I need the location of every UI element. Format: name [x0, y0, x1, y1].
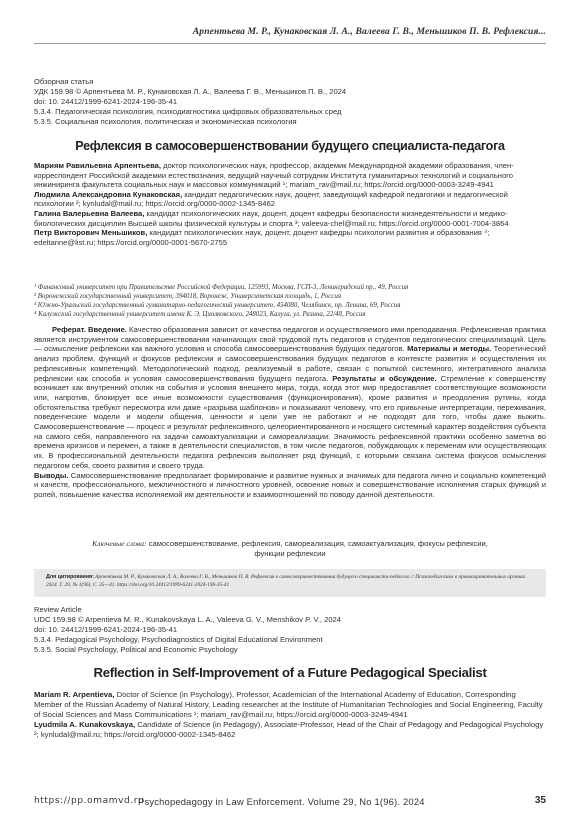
udc-line: УДК 159.98 © Арпентьева М. Р., Кунаковская Л. А., Валеева Г. В., Меньшиков П. В., 2024 — [34, 87, 347, 96]
author-name: Петр Викторович Меньшиков, — [34, 228, 148, 238]
affiliation: ¹ Финансовый университет при Правительстве Российской Федерации, 125993, Москва, ГСП-3, Ленинградский пр., 49, Россия — [34, 284, 409, 291]
author-details: кандидат психологических наук, доцент, доцент кафедры безопасности жизнедеятельности и медико-биологических дисциплин Высшей школы физической культуры и спорта ³; valeeva-chel@mail.ru; https://orcid.org/0000-0001-7004-3864 — [34, 208, 509, 228]
author-name: Lyudmila A. Kunakovskaya, — [34, 719, 136, 729]
affiliation: ² Воронежский государственный университет, 394018, Воронеж, Университетская площадь, 1, Россия — [34, 293, 342, 300]
doi-line: doi: 10. 24412/1999-6241-2024-196-35-41 — [34, 625, 178, 634]
abstract-label: Реферат. Введение. — [52, 325, 127, 334]
keywords — [80, 539, 500, 559]
author-details: кандидат психологических наук, доцент, доцент кафедры психологии развития и образования ⁴; edeltanne@list.ru; https://orcid.org/0000-0001-5670-2755 — [34, 228, 490, 247]
author-name: Мариям Равильевна Арпентьева, — [34, 161, 161, 170]
ru-abstract — [34, 325, 546, 500]
author-entry — [34, 161, 546, 190]
author-entry — [34, 720, 546, 740]
abstract-text: Стремление к совершенству возникает как внутренний отклик на события и условия внешнего мира, тогда, когда этот мир предоставляет соответствующие возможности или, напротив, блокирует все иные возможности существования (функционирования), кроме развития и преодоления рутины, когда обстоятельства требуют пересмотра или даже «разрыва шаблонов» и показывают человеку, что его привычные интерпретации, переживания, поведенческие модели и модели общения, ценности и цели уже не работают и не подходят для того, чтобы даже выжить. Самосовершенствование — процесс и результат рефлексивного, целеориентированного и носящего системный характер воздействия субъекта на самого себя, направленного на задачи самоактуализации и самореализации. Значимость рефлексивной практики особенно заметна во времена кризисов и перемен, а также в деятельности специалистов, в том числе педагогов, побуждающих к переменам или осуществляющих их. В профессиональной деятельности педагога рефлексия выполняет ряд функций, с которыми связана система фокусов осмысления педагогом себя, своего развития и своего труда. — [34, 373, 546, 470]
citation — [46, 574, 536, 589]
citation-label: Для цитирования: — [46, 574, 94, 580]
keywords-label: Ключевые слова: — [92, 539, 147, 548]
specialty-line: 5.3.4. Pedagogical Psychology, Psychodiagnostics of Digital Educational Environment — [34, 635, 323, 644]
article-type: Обзорная статья — [34, 77, 94, 86]
specialty-line: 5.3.5. Социальная психология, политическая и экономическая психология — [34, 117, 297, 126]
abstract-paragraph — [34, 325, 546, 471]
author-details: доктор психологических наук, профессор, академик Международной академии образования, член-корреспондент Российской академии естествознания, ведущий научный сотрудник Института гуманитарных технологий и социального инжиниринга факультета социальных наук и массовых коммуникаций ¹; mariam_rav@mail.ru; https://orcid.org/0000-0003-3249-4941 — [34, 161, 514, 190]
en-article-title: Reflection in Self-Improvement of a Future Pedagogical Specialist — [93, 665, 487, 680]
author-details: кандидат педагогических наук, доцент, заведующий кафедрой педагогики и педагогической психологии ²; kynludal@mail.ru; https://orcid.org/0000-0002-1345-8462 — [34, 189, 508, 209]
author-entry — [34, 209, 546, 228]
running-head: Арпентьева М. Р., Кунаковская Л. А., Валеева Г. В., Меньшиков П. В. Рефлексия... — [192, 26, 546, 37]
udc-line: UDC 159.98 © Arpentieva M. R., Kunakovskaya L. A., Valeeva G. V., Menshikov P. V., 2024 — [34, 615, 341, 624]
author-details: Candidate of Science (in Pedagogy), Associate-Professor, Head of the Chair of Pedagogy and Pedagogical Psychology ²; kynludal@mail.ru; https://orcid.org/0000-0002-1345-8462 — [34, 719, 544, 739]
affiliation: ³ Южно-Уральский государственный гуманитарно-педагогический университет, 454080, Челябинск, пр. Ленина, 69, Россия — [34, 302, 401, 309]
ru-article-title: Рефлексия в самосовершенствовании будущего специалиста-педагога — [75, 139, 505, 153]
methods-label: Материалы и методы. — [407, 344, 492, 354]
author-entry — [34, 190, 546, 209]
doi-line: doi: 10. 24412/1999-6241-2024-196-35-41 — [34, 97, 178, 106]
author-name: Галина Валерьевна Валеева, — [34, 208, 145, 218]
author-details: Doctor of Science (in Psychology), Professor, Academician of the International Academy of Education, Corresponding Member of the Russian Academy of Natural History, Leading researcher at the Institute of Humanitarian Technologies and Social Engineering, Faculty of Social Sciences and Mass Communications ¹; mariam_rav@mail.ru; https://orcid.org/0000-0003-3249-4941 — [34, 690, 543, 719]
author-entry — [34, 228, 546, 247]
author-name: Людмила Александровна Кунаковская, — [34, 189, 183, 199]
abstract-text: Качество образования зависит от качества педагогов и осуществляемого ими преподавания. Рефлексивная практика является инструментом самосовершенствования начинающих свой трудовой путь педагогов и студентов педагогических специализаций. Цель — осмысление рефлексии как важного условия и способа самосовершенствования будущих педагогов. — [34, 325, 547, 354]
affiliation: ⁴ Калужский государственный университет имени К. Э. Циолковского, 248023, Калуга, ул. Разина, 22/48, Россия — [34, 311, 366, 318]
header-rule — [34, 43, 546, 44]
ru-article-meta — [34, 77, 546, 127]
en-author-list — [34, 690, 546, 740]
author-entry — [34, 690, 546, 720]
results-label: Результаты и обсуждение. — [332, 373, 437, 383]
abstract-text: Теоретический анализ проблем, функций и фокусов рефлексии и самосовершенствования будущих педагогов в контексте развития и осуществления их рефлексивных компетенций. Методологический подход, реализуемый в работе, связан с попыткой системного, интегративного анализа рефлексии как способа и условия самосовершенствования будущего педагога. — [34, 344, 547, 383]
journal-url-link[interactable]: https://pp.omamvd.ru — [34, 796, 145, 806]
specialty-line: 5.3.5. Social Psychology, Political and Economic Psychology — [34, 645, 238, 654]
keywords-text: самосовершенствование, рефлексия, самореализация, самоактуализация, фокусы рефлексии, функции рефлексии — [146, 539, 488, 558]
article-type: Review Article — [34, 605, 82, 614]
abstract-text: Самосовершенствование предполагает формирование и развитие нужных и значимых для педагога лично и социально компетенций и качеств, профессионального, межличностного и личностного уровней, освоение новых и совершенствование исполнения старых функций и ролей, повышение качества исполняемой им деятельности и взаимоотношений по поводу данной деятельности. — [34, 470, 546, 499]
affiliation-list — [34, 283, 546, 319]
journal-name: Psychopedagogy in Law Enforcement. Volume 29, No 1(96). 2024 — [138, 796, 425, 807]
page-number: 35 — [534, 795, 546, 806]
specialty-line: 5.3.4. Педагогическая психология, психодиагностика цифровых образовательных сред — [34, 107, 342, 116]
conclusions-label: Выводы. — [34, 470, 69, 480]
abstract-paragraph — [34, 471, 546, 500]
ru-author-list — [34, 161, 546, 247]
citation-text: Арпентьева М. Р., Кунаковская Л. А., Валеева Г. В., Меньшиков П. В. Рефлексия в самосовершенствовании будущего специалиста-педагога // Психопедагогика в правоохранительных органах. 2024. Т. 29, № 1(96). С. 35—41. https://doi.org/10.24412/1999-6241-2024-196-35-41 — [46, 574, 527, 588]
en-article-meta — [34, 605, 546, 655]
author-name: Mariam R. Arpentieva, — [34, 690, 115, 699]
